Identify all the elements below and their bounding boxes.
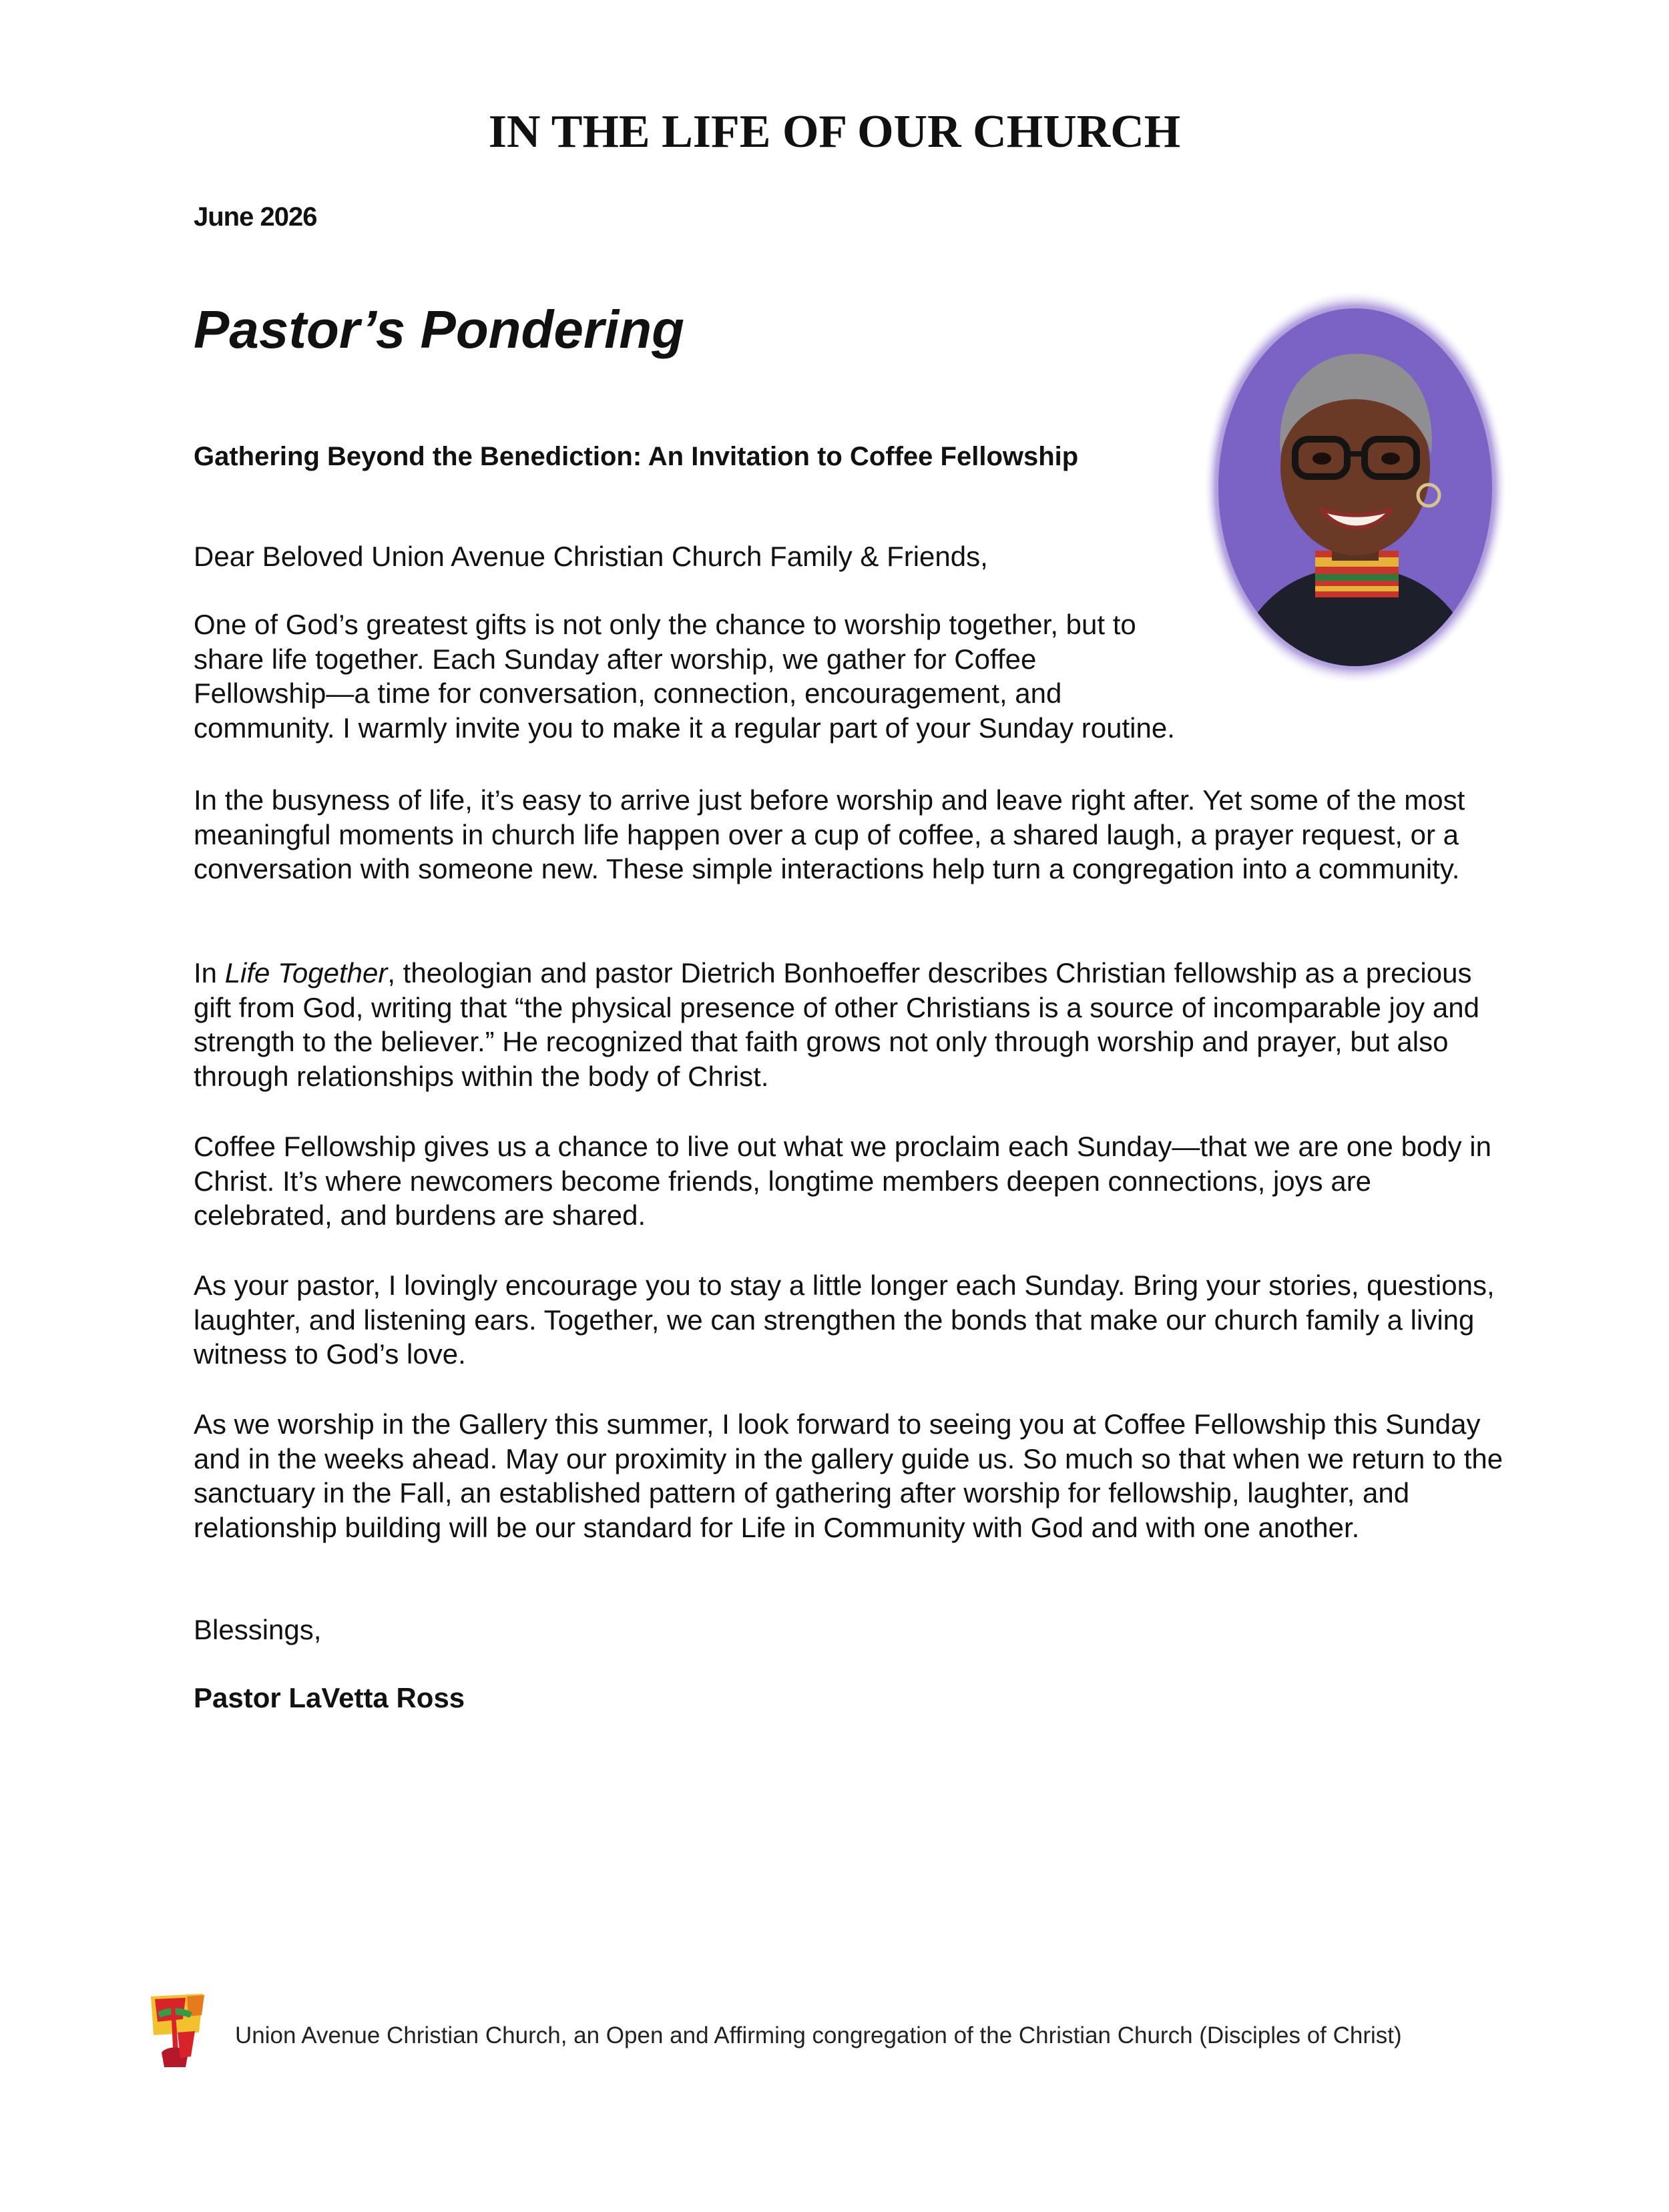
- paragraph-1: [194, 607, 1515, 745]
- column-title: Pastor’s Pondering: [194, 300, 684, 359]
- book-title: Life Together: [224, 957, 388, 989]
- paragraph-4: Coffee Fellowship gives us a chance to live out what we proclaim each Sunday—that we are one body in Christ. It’s where newcomers become friends, longtime members deepen connections, joys are celebrated, and burdens are shared.: [194, 1131, 1491, 1231]
- paragraph-1-line-4: community. I warmly invite you to make it a regular part of your Sunday routine.: [194, 712, 1175, 744]
- church-logo: [148, 1992, 210, 2071]
- paragraph-1-line-2: share life together. Each Sunday after worship, we gather for Coffee: [194, 643, 1037, 675]
- paragraph-3-prefix: In: [194, 957, 225, 989]
- salutation: Dear Beloved Union Avenue Christian Church Family & Friends,: [194, 541, 988, 572]
- paragraph-6: As we worship in the Gallery this summer, I look forward to seeing you at Coffee Fellowship this Sunday and in the weeks ahead. May our proximity in the gallery guide us. So much so that when we return to the sanctuary in the Fall, an established pattern of gathering after worship for fellowship, laughter, and relationship building will be our standard for Life in Community with God and with one another.: [194, 1408, 1503, 1543]
- paragraph-1-line-3: Fellowship—a time for conversation, connection, encouragement, and: [194, 677, 1062, 709]
- issue-date: June 2026: [194, 202, 317, 232]
- paragraph-3-text: , theologian and pastor Dietrich Bonhoeffer describes Christian fellowship as a precious gift from God, writing that “the physical presence of other Christians is a source of incomparable joy and strength to the believer.” He recognized that faith grows not only through worship and prayer, but also through relationships within the body of Christ.: [194, 957, 1479, 1092]
- paragraph-1-line-1: One of God’s greatest gifts is not only the chance to worship together, but to: [194, 609, 1136, 640]
- paragraph-5: As your pastor, I lovingly encourage you to stay a little longer each Sunday. Bring your stories, questions, laughter, and listening ears. Together, we can strengthen the bonds that make our church family a living witness to God’s love.: [194, 1270, 1495, 1370]
- article-headline: Gathering Beyond the Benediction: An Invitation to Coffee Fellowship: [194, 442, 1079, 471]
- signature: Pastor LaVetta Ross: [194, 1682, 465, 1713]
- footer-text: Union Avenue Christian Church, an Open and Affirming congregation of the Christian Church (Disciples of Christ): [235, 2022, 1402, 2048]
- paragraph-2: In the busyness of life, it’s easy to arrive just before worship and leave right after. Yet some of the most meaningful moments in church life happen over a cup of coffee, a shared laugh, a prayer request, or a conversation with someone new. These simple interactions help turn a congregation into a community.: [194, 784, 1465, 884]
- closing: Blessings,: [194, 1614, 322, 1645]
- paragraph-3: [194, 956, 1515, 1093]
- masthead-title: IN THE LIFE OF OUR CHURCH: [488, 106, 1181, 158]
